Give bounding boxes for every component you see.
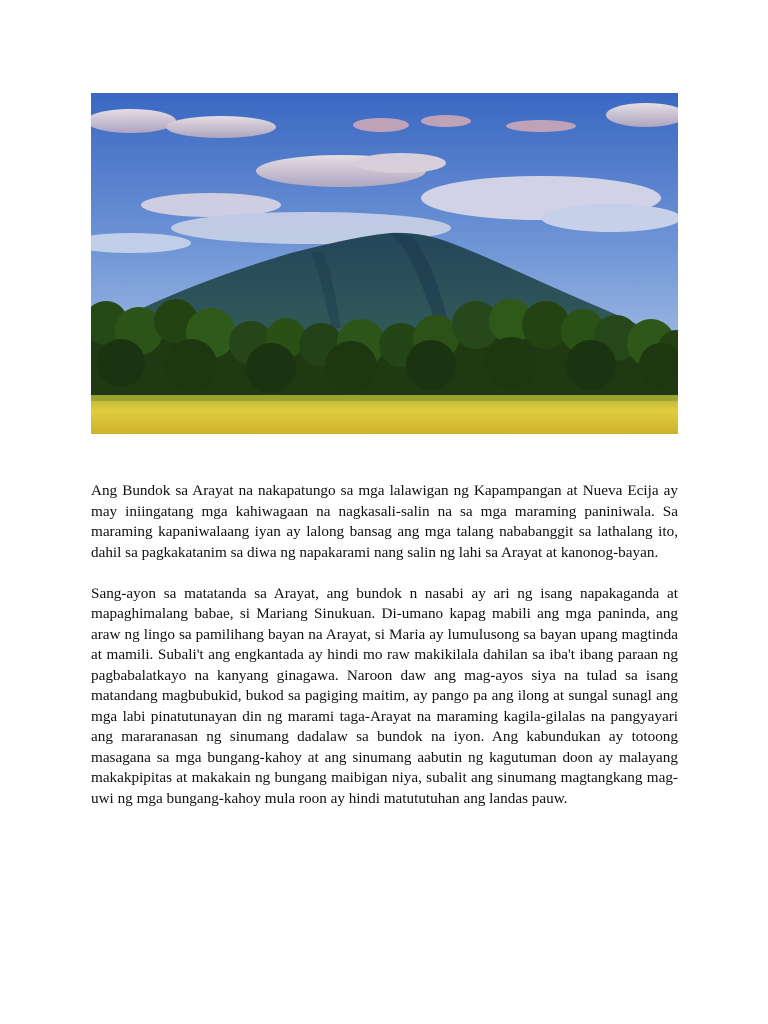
paragraph-2: Sang-ayon sa matatanda sa Arayat, ang bundok n nasabi ay ari ng isang napakaganda at mapaghimalang babae, si Mariang Sinukuan. Di-umano kapag mabili ang mga paninda, ang araw ng lingo sa pamilihang bayan na Arayat, si Maria ay lumulusong sa bayan upang magtinda at mamili. Subali't ang engkantada ay hindi mo raw makikilala dahilan sa iba't ibang paraan ng pagbabalatkayo na kanyang ginagawa. Naroon daw ang mag-ayos siya na tulad sa isang matandang magbubukid, bukod sa pagiging maitim, ay pango pa ang ilong at sungal sunagl ang mga labi pinatutunayan din ng marami taga-Arayat na maraming kagila-gilalas na pangyayari ang mararanasan ng sinumang dadalaw sa bundok na iyon. Ang kabundukan ay totoong masagana sa mga bungang-kahoy at ang sinumang aabutin ng kagutuman doon ay malayang makakpipitas at makakain ng bungang maibigan niya, subalit ang sinumang magtangkang mag-uwi ng mga bungang-kahoy mula roon ay hindi matututuhan ang landas pauw. — [91, 584, 678, 807]
article-body — [91, 481, 678, 830]
paragraph-1: Ang Bundok sa Arayat na nakapatungo sa mga lalawigan ng Kapampangan at Nueva Ecija ay may iniingatang mga kahiwagaan na nagkasali-salin na sa mga maraming paniniwala. Sa maraming kapaniwalaang iyan ay lalong bansag ang mga talang nababanggit sa lathalang ito, dahil sa pagkakatanim sa diwa ng napakarami nang salin ng lahi sa Arayat at kanonog-bayan. — [91, 482, 678, 561]
mountain-landscape-image — [91, 93, 678, 434]
mountain-photo — [91, 93, 678, 434]
